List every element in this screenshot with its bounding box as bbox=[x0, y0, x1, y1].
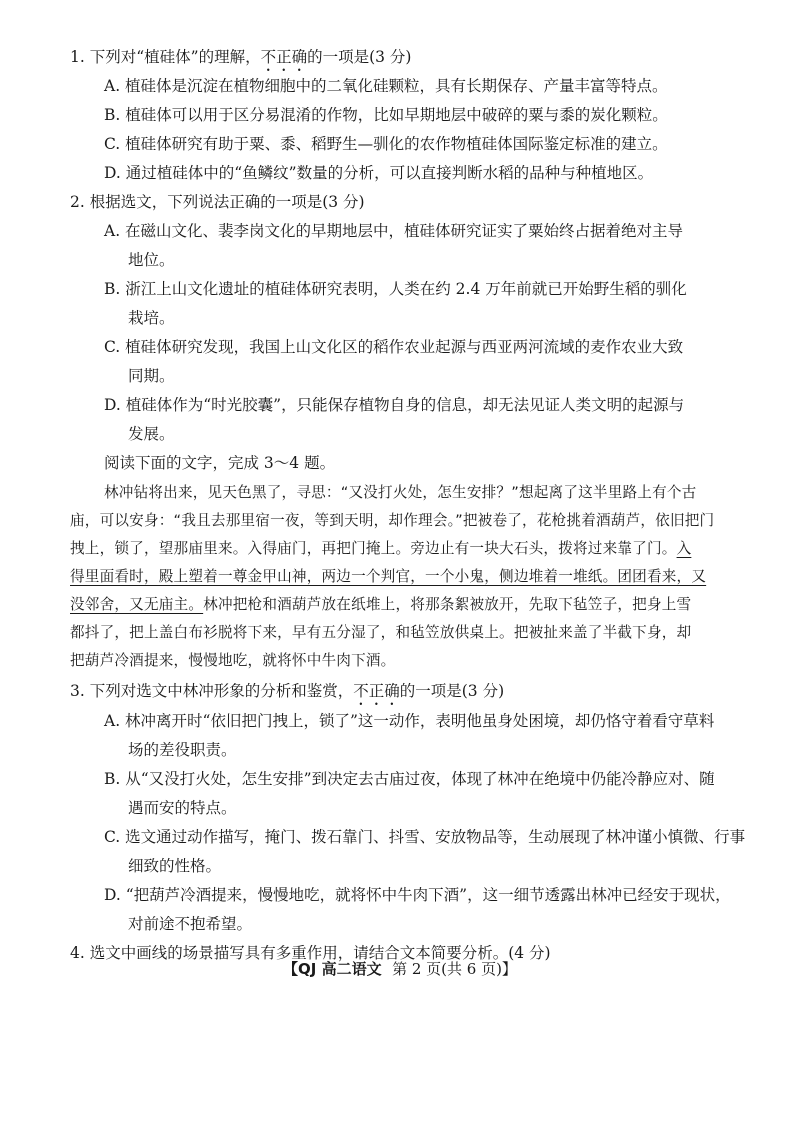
passage-line-6: 都抖了，把上盖白布衫脱将下来，早有五分湿了，和毡笠放供桌上。把被扯来盖了半截下身，却 bbox=[70, 624, 692, 641]
question-1-option-b: B. 植硅体可以用于区分易混淆的作物，比如早期地层中破碎的粟与黍的炭化颗粒。 bbox=[104, 106, 668, 124]
question-1-emphasis: 不正确 bbox=[260, 48, 308, 66]
question-1-option-a: A. 植硅体是沉淀在植物细胞中的二氧化硅颗粒，具有长期保存、产量丰富等特点。 bbox=[104, 77, 668, 95]
question-1-option-d: D. 通过植硅体中的“鱼鳞纹”数量的分析，可以直接判断水稻的品种与种植地区。 bbox=[104, 164, 654, 182]
passage-line-1: 林冲钻将出来，见天色黑了，寻思：“又没打火处，怎生安排？”想起离了这半里路上有个古 bbox=[104, 484, 697, 501]
footer-exam-label: 【QJ 高二语文 bbox=[283, 960, 382, 978]
passage-line-5 bbox=[70, 594, 691, 616]
question-3-option-c-cont: 细致的性格。 bbox=[128, 857, 222, 875]
question-2-stem: 2. 根据选文，下列说法正确的一项是(3 分) bbox=[70, 193, 365, 211]
passage-line-3-text: 拽上，锁了，望那庙里来。入得庙门，再把门掩上。旁边止有一块大石头，拨将过来靠了门。 bbox=[70, 540, 677, 557]
footer-page-number: 第 2 页(共 6 页)】 bbox=[392, 960, 517, 978]
passage-line-2: 庙，可以安身：“我且去那里宿一夜，等到天明，却作理会。”把被卷了，花枪挑着酒葫芦，依旧把门 bbox=[70, 512, 715, 529]
underlined-scene-start: 入 bbox=[676, 540, 692, 557]
question-2-option-d: D. 植硅体作为“时光胶囊”，只能保存植物自身的信息，却无法见证人类文明的起源与 bbox=[104, 396, 685, 414]
question-1-option-c: C. 植硅体研究有助于粟、黍、稻野生—驯化的农作物植硅体国际鉴定标准的建立。 bbox=[104, 135, 668, 153]
question-3-points: 的一项是(3 分) bbox=[399, 682, 505, 700]
question-3-stem bbox=[70, 680, 504, 709]
question-2-option-c: C. 植硅体研究发现，我国上山文化区的稻作农业起源与西亚两河流域的麦作农业大致 bbox=[104, 338, 684, 356]
passage-line-3 bbox=[70, 538, 691, 560]
question-3-option-d-cont: 对前途不抱希望。 bbox=[128, 915, 253, 933]
question-3-stem-text: 3. 下列对选文中林冲形象的分析和鉴赏， bbox=[70, 682, 354, 700]
question-4-stem: 4. 选文中画线的场景描写具有多重作用，请结合文本简要分析。(4 分) bbox=[70, 944, 551, 962]
question-1-points: 的一项是(3 分) bbox=[307, 48, 412, 66]
question-3-option-d: D. “把葫芦冷酒提来，慢慢地吃，就将怀中牛肉下酒”，这一细节透露出林冲已经安于现状， bbox=[104, 886, 731, 904]
question-1-stem bbox=[70, 46, 411, 75]
question-2-option-b: B. 浙江上山文化遗址的植硅体研究表明，人类在约 2.4 万年前就已开始野生稻的驯化 bbox=[104, 280, 687, 298]
question-2-option-c-cont: 同期。 bbox=[128, 367, 175, 385]
question-3-option-a: A. 林冲离开时“依旧把门拽上，锁了”这一动作，表明他虽身处困境，却仍恪守着看守草料 bbox=[104, 712, 715, 730]
question-3-option-b: B. 从“又没打火处，怎生安排”到决定去古庙过夜，体现了林冲在绝境中仍能冷静应对、随 bbox=[104, 770, 715, 788]
question-2-option-a: A. 在磁山文化、裴李岗文化的早期地层中，植硅体研究证实了粟始终占据着绝对主导 bbox=[104, 222, 684, 240]
question-2-option-d-cont: 发展。 bbox=[128, 425, 175, 443]
question-1-stem-text: 1. 下列对“植硅体”的理解， bbox=[70, 48, 261, 66]
question-3-option-c: C. 选文通过动作描写，掩门、拨石靠门、抖雪、安放物品等，生动展现了林冲谨小慎微、行事 bbox=[104, 828, 746, 846]
underlined-scene-end: 没邻舍，又无庙主。 bbox=[70, 596, 204, 613]
question-2-option-b-cont: 栽培。 bbox=[128, 309, 175, 327]
question-3-option-b-cont: 遇而安的特点。 bbox=[128, 799, 237, 817]
reading-instructions: 阅读下面的文字，完成 3～4 题。 bbox=[104, 454, 336, 472]
question-2-option-a-cont: 地位。 bbox=[128, 251, 175, 269]
question-3-emphasis: 不正确 bbox=[353, 682, 400, 700]
underlined-scene-line: 得里面看时，殿上塑着一尊金甲山神，两边一个判官，一个小鬼，侧边堆着一堆纸。团团看来，又 bbox=[70, 568, 707, 585]
question-3-option-a-cont: 场的差役职责。 bbox=[128, 741, 237, 759]
page-footer bbox=[0, 958, 800, 979]
passage-line-5-text: 林冲把枪和酒葫芦放在纸堆上，将那条絮被放开，先取下毡笠子，把身上雪 bbox=[203, 596, 692, 613]
passage-line-7: 把葫芦冷酒提来，慢慢地吃，就将怀中牛肉下酒。 bbox=[70, 652, 396, 669]
